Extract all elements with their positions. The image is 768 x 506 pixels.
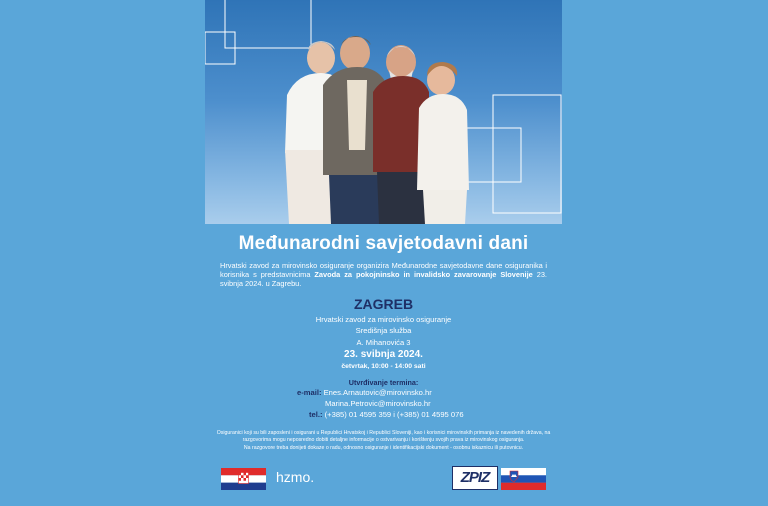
footer-text: Na razgovore treba donijeti dokaze o radu, odnosno osiguranje i identifikacijski dokument - osobnu iskaznicu ili putovnicu.: [243, 445, 524, 452]
address-line: Hrvatski zavod za mirovinsko osiguranje: [315, 315, 452, 324]
footer-text: Osiguranici koji su bili zaposleni i osigurani u Republici Hrvatskoj i Republici Sloveniji, kao i korisnici mirovinskih primanja iz navedenih država, na razgovorima mogu neposredno dobiti detaljne informacije o ostvarivanju i korištenju svojih prava iz mirovinskog osiguranja.: [216, 430, 551, 443]
intro-text: Hrvatski zavod za mirovinsko osiguranje organizira Međunarodne savjetodavne dane osiguranika i korisnika s predstavnicima: [220, 261, 547, 280]
intro-date-text: 23. svibnja 2024. u Zagrebu.: [220, 270, 547, 289]
footer-notes: [215, 430, 552, 452]
phone-line: [309, 410, 464, 419]
decor-frame: [225, 0, 311, 48]
slovenia-flag-icon: [501, 468, 546, 490]
email-line: [297, 388, 432, 397]
croatia-flag-icon: [221, 468, 266, 490]
decor-frame: [493, 95, 561, 213]
email-line: [325, 399, 431, 408]
event-time: četvrtak, 10:00 - 14:00 sati: [341, 363, 426, 370]
zpiz-logo: [452, 466, 498, 490]
phone-numbers: (+385) 01 4595 359 i (+385) 01 4595 076: [324, 410, 464, 419]
hero-illustration: [205, 0, 562, 224]
event-date: 23. svibnja 2024.: [344, 349, 423, 360]
email-label: e-mail:: [297, 388, 322, 397]
address-line: Središnja služba: [355, 326, 412, 335]
email-link[interactable]: Marina.Petrovic@mirovinsko.hr: [325, 399, 431, 408]
intro-institution: Zavoda za pokojninsko in invalidsko zavarovanje Slovenije: [314, 270, 533, 280]
city-heading: ZAGREB: [353, 296, 414, 312]
decor-frame: [463, 128, 521, 182]
phone-label: tel.:: [309, 410, 323, 419]
booking-title: Utvrđivanje termina:: [348, 378, 419, 387]
zpiz-logo-text: ZPIZ: [460, 469, 490, 486]
page-title: Međunarodni savjetodavni dani: [238, 233, 529, 254]
address-line: A. Mihanovića 3: [356, 338, 411, 347]
hero-photo: [205, 0, 562, 224]
intro-paragraph: [220, 261, 547, 289]
poster: [205, 0, 562, 506]
hzmo-logo: hzmo.: [276, 469, 315, 485]
email-link[interactable]: Enes.Arnautovic@mirovinsko.hr: [323, 388, 432, 397]
